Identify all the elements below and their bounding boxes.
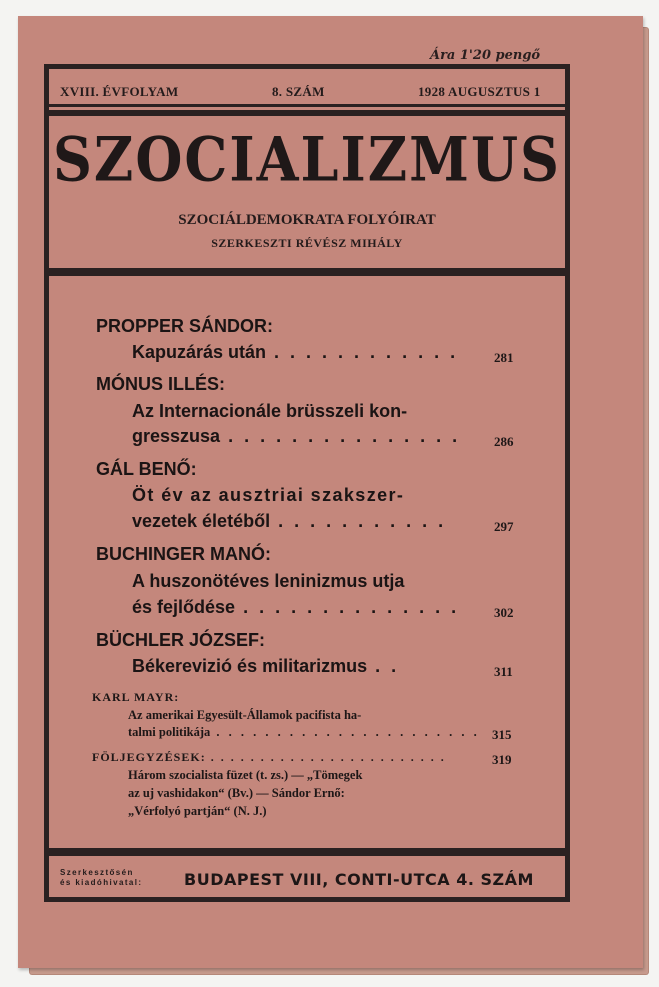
toc-author: GÁL BENŐ: [96, 459, 197, 479]
rule-top-thin [44, 104, 570, 107]
toc-title-text: talmi politikája [128, 725, 211, 739]
rule-top-thick [44, 110, 570, 116]
toc-title-line: Három szocialista füzet (t. zs.) — „Tömegek [128, 768, 363, 782]
price-label: Ára 1'20 pengő [430, 48, 541, 63]
volume-label: XVIII. ÉVFOLYAM [60, 84, 179, 99]
toc-title-text: Kapuzárás után [132, 342, 267, 362]
toc-title-line [132, 656, 399, 677]
footer-label-line: és kiadóhivatal: [60, 878, 143, 887]
toc-title-line: A huszonötéves leninizmus utja [132, 571, 405, 591]
toc-author: BÜCHLER JÓZSEF: [96, 630, 266, 650]
issue-label: 8. SZÁM [272, 84, 325, 99]
toc-author: MÓNUS ILLÉS: [96, 374, 225, 394]
toc-title-line [132, 342, 458, 363]
footer-address: BUDAPEST VIII, CONTI-UTCA 4. SZÁM [184, 870, 534, 889]
toc-page-number: 315 [492, 727, 512, 742]
toc-page-number: 281 [494, 350, 514, 365]
toc-title-line [132, 597, 459, 618]
leader-dots: . . . . . . . . . . . [270, 511, 447, 531]
masthead-title: SZOCIALIZMUS [52, 123, 562, 195]
toc-title-line: az uj vashidakon“ (Bv.) — Sándor Ernő: [128, 786, 345, 800]
toc-title-line: Az amerikai Egyesült-Államok pacifista ha- [128, 708, 362, 722]
leader-dots: . . . . . . . . . . . . . . . . . . . . . . . . [205, 750, 446, 764]
toc-page-number: 302 [494, 605, 514, 620]
toc-title-text: és fejlődése [132, 597, 236, 617]
date-label: 1928 AUGUSZTUS 1 [418, 84, 541, 99]
leader-dots: . . . . . . . . . . . . . . . [220, 426, 461, 446]
rule-footer-top [44, 848, 570, 856]
journal-subtitle: SZOCIÁLDEMOKRATA FOLYÓIRAT [178, 212, 436, 228]
leader-dots: . . . . . . . . . . . . . . . . . . . . . . [210, 725, 480, 739]
toc-author: PROPPER SÁNDOR: [96, 316, 274, 336]
toc-title-text: vezetek életéből [132, 511, 271, 531]
leader-dots: . . . . . . . . . . . . . . [235, 597, 460, 617]
leader-dots: . . [367, 656, 400, 676]
footer-office-label [60, 868, 180, 888]
toc-author-text: FÖLJEGYZÉSEK: [92, 750, 206, 764]
toc-title-line: „Vérfolyó partján“ (N. J.) [128, 804, 267, 818]
toc-title-line [132, 511, 446, 532]
toc-title-line [128, 725, 480, 740]
footer-label-line: Szerkesztősén [60, 868, 134, 877]
toc-page-number: 297 [494, 519, 514, 534]
rule-header-bottom [44, 268, 570, 276]
toc-author: KARL MAYR: [92, 690, 180, 704]
toc-page-number: 311 [494, 664, 513, 679]
toc-page-number: 319 [492, 752, 512, 767]
toc-title-line: Az Internacionále brüsszeli kon- [132, 401, 408, 421]
leader-dots: . . . . . . . . . . . . [266, 342, 459, 362]
toc-title-line: Öt év az ausztriai szakszer- [132, 485, 405, 505]
toc-title-line [132, 426, 460, 447]
toc-title-text: gresszusa [132, 426, 221, 446]
toc-author [92, 750, 446, 765]
toc-title-text: Békerevizió és militarizmus [132, 656, 368, 676]
toc-author: BUCHINGER MANÓ: [96, 544, 271, 564]
editor-line: SZERKESZTI RÉVÉSZ MIHÁLY [211, 236, 403, 250]
toc-page-number: 286 [494, 434, 514, 449]
